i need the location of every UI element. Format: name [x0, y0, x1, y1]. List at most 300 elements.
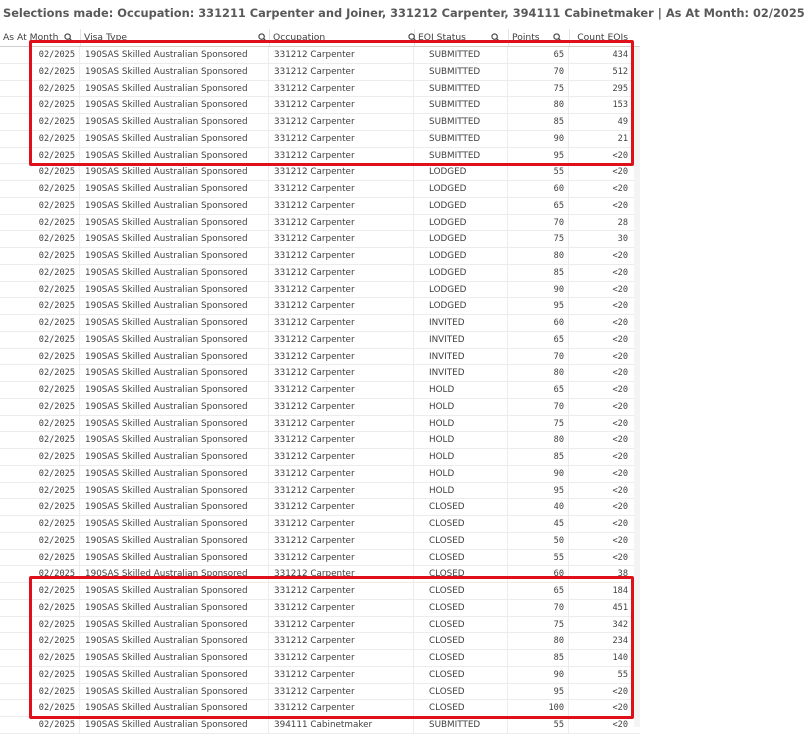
cell-points: 95	[509, 148, 569, 164]
cell-occ: 331212 Carpenter	[270, 198, 414, 214]
cell-occ: 331212 Carpenter	[270, 64, 414, 80]
cell-count: <20	[612, 468, 628, 479]
cell-status: HOLD	[415, 466, 508, 482]
cell-status: SUBMITTED	[415, 148, 508, 164]
cell-occ: 331212 Carpenter	[270, 566, 414, 582]
cell-occ: 331212 Carpenter	[270, 499, 414, 515]
cell-occ: 331212 Carpenter	[270, 148, 414, 164]
cell-month: 02/2025	[0, 700, 80, 716]
table-row[interactable]	[0, 499, 640, 516]
cell-visa: 190SAS Skilled Australian Sponsored	[81, 700, 269, 716]
table-row[interactable]	[0, 399, 640, 416]
cell-occ: 331212 Carpenter	[270, 332, 414, 348]
cell-month: 02/2025	[0, 164, 80, 180]
cell-month: 02/2025	[0, 583, 80, 599]
cell-count: <20	[612, 720, 628, 730]
cell-points: 55	[509, 717, 569, 733]
cell-count: <20	[612, 167, 628, 178]
cell-count: <20	[612, 485, 628, 496]
cell-occ: 331212 Carpenter	[270, 97, 414, 113]
cell-count: 342	[612, 619, 628, 630]
cell-count: <20	[612, 267, 628, 278]
cell-status: LODGED	[415, 164, 508, 180]
cell-month: 02/2025	[0, 667, 80, 683]
cell-status: SUBMITTED	[415, 81, 508, 97]
cell-status: LODGED	[415, 198, 508, 214]
cell-occ: 331212 Carpenter	[270, 684, 414, 700]
cell-count: 38	[617, 569, 628, 580]
table-row[interactable]	[0, 633, 640, 650]
cell-count: <20	[612, 368, 628, 379]
cell-occ: 331212 Carpenter	[270, 164, 414, 180]
cell-status: CLOSED	[415, 550, 508, 566]
column-header-label: Visa Type	[84, 32, 128, 43]
cell-points: 80	[509, 432, 569, 448]
cell-points: 75	[509, 617, 569, 633]
cell-occ: 331212 Carpenter	[270, 282, 414, 298]
cell-visa: 190SAS Skilled Australian Sponsored	[81, 148, 269, 164]
cell-status: CLOSED	[415, 583, 508, 599]
cell-occ: 331212 Carpenter	[270, 700, 414, 716]
table-row[interactable]	[0, 382, 640, 399]
cell-occ: 331212 Carpenter	[270, 650, 414, 666]
cell-points: 40	[509, 499, 569, 515]
cell-occ: 331212 Carpenter	[270, 114, 414, 130]
cell-visa: 190SAS Skilled Australian Sponsored	[81, 198, 269, 214]
cell-visa: 190SAS Skilled Australian Sponsored	[81, 114, 269, 130]
cell-visa: 190SAS Skilled Australian Sponsored	[81, 382, 269, 398]
cell-status: CLOSED	[415, 667, 508, 683]
cell-month: 02/2025	[0, 566, 80, 582]
column-header-label: Occupation	[273, 32, 326, 43]
cell-count: <20	[612, 686, 628, 697]
cell-month: 02/2025	[0, 684, 80, 700]
cell-visa: 190SAS Skilled Australian Sponsored	[81, 332, 269, 348]
cell-occ: 331212 Carpenter	[270, 215, 414, 231]
cell-points: 70	[509, 215, 569, 231]
cell-points: 90	[509, 667, 569, 683]
cell-visa: 190SAS Skilled Australian Sponsored	[81, 432, 269, 448]
cell-visa: 190SAS Skilled Australian Sponsored	[81, 131, 269, 147]
cell-occ: 331212 Carpenter	[270, 432, 414, 448]
cell-occ: 331212 Carpenter	[270, 81, 414, 97]
cell-month: 02/2025	[0, 114, 80, 130]
cell-count: <20	[612, 418, 628, 429]
cell-visa: 190SAS Skilled Australian Sponsored	[81, 248, 269, 264]
cell-count: 234	[612, 636, 628, 647]
cell-status: LODGED	[415, 248, 508, 264]
table-row[interactable]	[0, 583, 640, 600]
cell-count: <20	[612, 251, 628, 261]
table-row[interactable]	[0, 667, 640, 684]
cell-count: <20	[612, 301, 628, 312]
cell-count: 21	[617, 133, 628, 144]
column-header-count[interactable]	[570, 29, 634, 46]
cell-occ: 331212 Carpenter	[270, 181, 414, 197]
cell-visa: 190SAS Skilled Australian Sponsored	[81, 298, 269, 314]
cell-month: 02/2025	[0, 64, 80, 80]
table-row[interactable]	[0, 97, 640, 114]
cell-occ: 331212 Carpenter	[270, 466, 414, 482]
table-row[interactable]	[0, 449, 640, 466]
selections-banner: Selections made: Occupation: 331211 Carpenter and Joiner, 331212 Carpenter, 394111 Cabinetmaker | As At Month: 02/2025	[3, 6, 805, 20]
cell-status: SUBMITTED	[415, 131, 508, 147]
cell-status: LODGED	[415, 231, 508, 247]
cell-visa: 190SAS Skilled Australian Sponsored	[81, 667, 269, 683]
cell-visa: 190SAS Skilled Australian Sponsored	[81, 449, 269, 465]
cell-occ: 331212 Carpenter	[270, 382, 414, 398]
cell-occ: 331212 Carpenter	[270, 365, 414, 381]
cell-count: 434	[612, 50, 628, 60]
column-header-occ[interactable]	[270, 29, 415, 46]
cell-status: LODGED	[415, 298, 508, 314]
table-row[interactable]	[0, 164, 640, 181]
cell-status: HOLD	[415, 416, 508, 432]
cell-points: 80	[509, 365, 569, 381]
table-row[interactable]	[0, 700, 640, 717]
cell-month: 02/2025	[0, 248, 80, 264]
cell-status: HOLD	[415, 432, 508, 448]
cell-visa: 190SAS Skilled Australian Sponsored	[81, 282, 269, 298]
cell-month: 02/2025	[0, 131, 80, 147]
cell-count: <20	[612, 385, 628, 395]
cell-visa: 190SAS Skilled Australian Sponsored	[81, 600, 269, 616]
table-row[interactable]	[0, 298, 640, 315]
cell-month: 02/2025	[0, 81, 80, 97]
cell-month: 02/2025	[0, 550, 80, 566]
table-row[interactable]	[0, 533, 640, 550]
cell-month: 02/2025	[0, 181, 80, 197]
cell-status: INVITED	[415, 365, 508, 381]
cell-points: 70	[509, 399, 569, 415]
cell-points: 60	[509, 181, 569, 197]
search-icon[interactable]	[258, 33, 267, 42]
vertical-scrollbar[interactable]	[634, 47, 640, 727]
cell-status: HOLD	[415, 382, 508, 398]
cell-status: CLOSED	[415, 600, 508, 616]
cell-status: INVITED	[415, 332, 508, 348]
cell-visa: 190SAS Skilled Australian Sponsored	[81, 633, 269, 649]
table-row[interactable]	[0, 231, 640, 248]
table-header	[0, 29, 640, 47]
cell-status: SUBMITTED	[415, 114, 508, 130]
cell-status: LODGED	[415, 282, 508, 298]
cell-month: 02/2025	[0, 148, 80, 164]
cell-month: 02/2025	[0, 600, 80, 616]
cell-count: <20	[612, 318, 628, 328]
cell-visa: 190SAS Skilled Australian Sponsored	[81, 499, 269, 515]
cell-points: 60	[509, 566, 569, 582]
cell-occ: 331212 Carpenter	[270, 265, 414, 281]
cell-status: HOLD	[415, 483, 508, 499]
table-row[interactable]	[0, 349, 640, 366]
cell-occ: 331212 Carpenter	[270, 483, 414, 499]
cell-month: 02/2025	[0, 533, 80, 549]
column-header-label: Points	[512, 32, 540, 43]
cell-count: <20	[612, 435, 628, 446]
column-header-label: As At Month	[3, 32, 59, 43]
table-row[interactable]	[0, 617, 640, 634]
table-row[interactable]	[0, 416, 640, 433]
table-row[interactable]	[0, 181, 640, 198]
cell-occ: 331212 Carpenter	[270, 131, 414, 147]
cell-points: 55	[509, 164, 569, 180]
cell-points: 80	[509, 248, 569, 264]
cell-month: 02/2025	[0, 47, 80, 63]
cell-visa: 190SAS Skilled Australian Sponsored	[81, 399, 269, 415]
cell-count: 451	[612, 602, 628, 613]
cell-status: SUBMITTED	[415, 64, 508, 80]
cell-month: 02/2025	[0, 416, 80, 432]
cell-count: 153	[612, 100, 628, 111]
cell-status: CLOSED	[415, 499, 508, 515]
cell-points: 95	[509, 483, 569, 499]
cell-visa: 190SAS Skilled Australian Sponsored	[81, 349, 269, 365]
cell-visa: 190SAS Skilled Australian Sponsored	[81, 566, 269, 582]
cell-points: 65	[509, 583, 569, 599]
cell-month: 02/2025	[0, 650, 80, 666]
cell-month: 02/2025	[0, 215, 80, 231]
cell-count: 512	[612, 66, 628, 77]
table-row[interactable]	[0, 198, 640, 215]
cell-occ: 331212 Carpenter	[270, 516, 414, 532]
cell-count: 55	[617, 669, 628, 680]
cell-visa: 190SAS Skilled Australian Sponsored	[81, 583, 269, 599]
cell-month: 02/2025	[0, 198, 80, 214]
column-header-label: EOI Status	[418, 32, 466, 43]
cell-month: 02/2025	[0, 466, 80, 482]
table-row[interactable]	[0, 550, 640, 567]
cell-visa: 190SAS Skilled Australian Sponsored	[81, 64, 269, 80]
cell-visa: 190SAS Skilled Australian Sponsored	[81, 164, 269, 180]
cell-occ: 331212 Carpenter	[270, 298, 414, 314]
cell-occ: 331212 Carpenter	[270, 600, 414, 616]
cell-month: 02/2025	[0, 399, 80, 415]
table-row[interactable]	[0, 215, 640, 232]
table-row[interactable]	[0, 114, 640, 131]
table-row[interactable]	[0, 332, 640, 349]
cell-points: 90	[509, 282, 569, 298]
table-row[interactable]	[0, 64, 640, 81]
cell-points: 90	[509, 131, 569, 147]
cell-points: 45	[509, 516, 569, 532]
table-row[interactable]	[0, 566, 640, 583]
cell-points: 65	[509, 332, 569, 348]
cell-month: 02/2025	[0, 298, 80, 314]
table-row[interactable]	[0, 600, 640, 617]
cell-status: CLOSED	[415, 566, 508, 582]
column-header-label: Count EOIs	[577, 32, 628, 43]
table-row[interactable]	[0, 432, 640, 449]
table-row[interactable]	[0, 47, 640, 64]
cell-occ: 331212 Carpenter	[270, 349, 414, 365]
table-row[interactable]	[0, 516, 640, 533]
table-row[interactable]	[0, 365, 640, 382]
table-row[interactable]	[0, 148, 640, 165]
cell-visa: 190SAS Skilled Australian Sponsored	[81, 533, 269, 549]
cell-points: 65	[509, 198, 569, 214]
cell-points: 80	[509, 633, 569, 649]
cell-status: INVITED	[415, 315, 508, 331]
table-row[interactable]	[0, 650, 640, 667]
cell-occ: 331212 Carpenter	[270, 533, 414, 549]
cell-points: 85	[509, 449, 569, 465]
cell-status: CLOSED	[415, 617, 508, 633]
cell-occ: 394111 Cabinetmaker	[270, 717, 414, 733]
cell-count: <20	[612, 552, 628, 563]
cell-status: SUBMITTED	[415, 717, 508, 733]
cell-count: 140	[612, 653, 628, 663]
cell-points: 55	[509, 550, 569, 566]
cell-count: <20	[612, 184, 628, 194]
cell-visa: 190SAS Skilled Australian Sponsored	[81, 416, 269, 432]
table-row[interactable]	[0, 315, 640, 332]
cell-status: CLOSED	[415, 684, 508, 700]
column-header-points[interactable]	[509, 29, 570, 46]
cell-points: 85	[509, 650, 569, 666]
table-row[interactable]	[0, 282, 640, 299]
cell-points: 50	[509, 533, 569, 549]
cell-count: <20	[612, 519, 628, 529]
cell-points: 95	[509, 684, 569, 700]
cell-count: <20	[612, 452, 628, 462]
cell-visa: 190SAS Skilled Australian Sponsored	[81, 650, 269, 666]
cell-month: 02/2025	[0, 315, 80, 331]
cell-count: <20	[612, 703, 628, 714]
cell-count: <20	[612, 535, 628, 546]
table-row[interactable]	[0, 684, 640, 701]
search-icon[interactable]	[64, 33, 73, 42]
cell-points: 70	[509, 64, 569, 80]
cell-visa: 190SAS Skilled Australian Sponsored	[81, 265, 269, 281]
cell-count: <20	[612, 200, 628, 211]
column-header-status[interactable]	[415, 29, 509, 46]
cell-visa: 190SAS Skilled Australian Sponsored	[81, 315, 269, 331]
cell-visa: 190SAS Skilled Australian Sponsored	[81, 717, 269, 733]
cell-points: 85	[509, 114, 569, 130]
cell-occ: 331212 Carpenter	[270, 449, 414, 465]
cell-count: 30	[617, 234, 628, 245]
cell-month: 02/2025	[0, 449, 80, 465]
cell-count: <20	[612, 150, 628, 161]
cell-points: 100	[509, 700, 569, 716]
cell-count: 184	[612, 586, 628, 596]
cell-occ: 331212 Carpenter	[270, 667, 414, 683]
cell-points: 95	[509, 298, 569, 314]
cell-status: CLOSED	[415, 700, 508, 716]
cell-points: 70	[509, 349, 569, 365]
cell-count: <20	[612, 401, 628, 412]
cell-month: 02/2025	[0, 282, 80, 298]
cell-status: LODGED	[415, 181, 508, 197]
table-row[interactable]	[0, 248, 640, 265]
cell-points: 75	[509, 231, 569, 247]
cell-month: 02/2025	[0, 349, 80, 365]
cell-points: 85	[509, 265, 569, 281]
cell-status: SUBMITTED	[415, 97, 508, 113]
cell-occ: 331212 Carpenter	[270, 633, 414, 649]
cell-points: 75	[509, 81, 569, 97]
cell-visa: 190SAS Skilled Australian Sponsored	[81, 231, 269, 247]
cell-month: 02/2025	[0, 382, 80, 398]
cell-occ: 331212 Carpenter	[270, 583, 414, 599]
cell-month: 02/2025	[0, 97, 80, 113]
table-row[interactable]	[0, 717, 640, 734]
cell-count: <20	[612, 351, 628, 362]
cell-points: 65	[509, 382, 569, 398]
cell-month: 02/2025	[0, 483, 80, 499]
cell-occ: 331212 Carpenter	[270, 416, 414, 432]
cell-occ: 331212 Carpenter	[270, 47, 414, 63]
cell-count: <20	[612, 502, 628, 513]
cell-visa: 190SAS Skilled Australian Sponsored	[81, 181, 269, 197]
cell-occ: 331212 Carpenter	[270, 315, 414, 331]
cell-count: <20	[612, 284, 628, 295]
cell-status: CLOSED	[415, 650, 508, 666]
cell-points: 60	[509, 315, 569, 331]
cell-month: 02/2025	[0, 717, 80, 733]
cell-occ: 331212 Carpenter	[270, 617, 414, 633]
cell-points: 70	[509, 600, 569, 616]
cell-visa: 190SAS Skilled Australian Sponsored	[81, 81, 269, 97]
column-header-month[interactable]	[0, 29, 81, 46]
cell-points: 90	[509, 466, 569, 482]
cell-visa: 190SAS Skilled Australian Sponsored	[81, 516, 269, 532]
table-row[interactable]	[0, 265, 640, 282]
table-row[interactable]	[0, 131, 640, 148]
cell-visa: 190SAS Skilled Australian Sponsored	[81, 617, 269, 633]
cell-month: 02/2025	[0, 332, 80, 348]
cell-points: 80	[509, 97, 569, 113]
cell-visa: 190SAS Skilled Australian Sponsored	[81, 684, 269, 700]
cell-occ: 331212 Carpenter	[270, 550, 414, 566]
cell-visa: 190SAS Skilled Australian Sponsored	[81, 466, 269, 482]
cell-count: 28	[617, 217, 628, 228]
table-row[interactable]	[0, 483, 640, 500]
cell-status: LODGED	[415, 265, 508, 281]
cell-visa: 190SAS Skilled Australian Sponsored	[81, 215, 269, 231]
cell-month: 02/2025	[0, 633, 80, 649]
column-header-visa[interactable]	[81, 29, 270, 46]
cell-status: HOLD	[415, 449, 508, 465]
cell-month: 02/2025	[0, 617, 80, 633]
cell-count: 295	[612, 83, 628, 94]
cell-month: 02/2025	[0, 265, 80, 281]
cell-points: 65	[509, 47, 569, 63]
cell-status: HOLD	[415, 399, 508, 415]
cell-status: CLOSED	[415, 516, 508, 532]
cell-visa: 190SAS Skilled Australian Sponsored	[81, 550, 269, 566]
cell-month: 02/2025	[0, 432, 80, 448]
cell-occ: 331212 Carpenter	[270, 399, 414, 415]
search-icon[interactable]	[491, 33, 500, 42]
cell-visa: 190SAS Skilled Australian Sponsored	[81, 483, 269, 499]
cell-status: INVITED	[415, 349, 508, 365]
table-row[interactable]	[0, 466, 640, 483]
cell-month: 02/2025	[0, 499, 80, 515]
cell-occ: 331212 Carpenter	[270, 248, 414, 264]
cell-status: CLOSED	[415, 633, 508, 649]
cell-visa: 190SAS Skilled Australian Sponsored	[81, 47, 269, 63]
cell-visa: 190SAS Skilled Australian Sponsored	[81, 97, 269, 113]
search-icon[interactable]	[553, 33, 562, 42]
cell-count: <20	[612, 334, 628, 345]
cell-status: SUBMITTED	[415, 47, 508, 63]
cell-month: 02/2025	[0, 365, 80, 381]
cell-occ: 331212 Carpenter	[270, 231, 414, 247]
table-row[interactable]	[0, 81, 640, 98]
cell-month: 02/2025	[0, 231, 80, 247]
